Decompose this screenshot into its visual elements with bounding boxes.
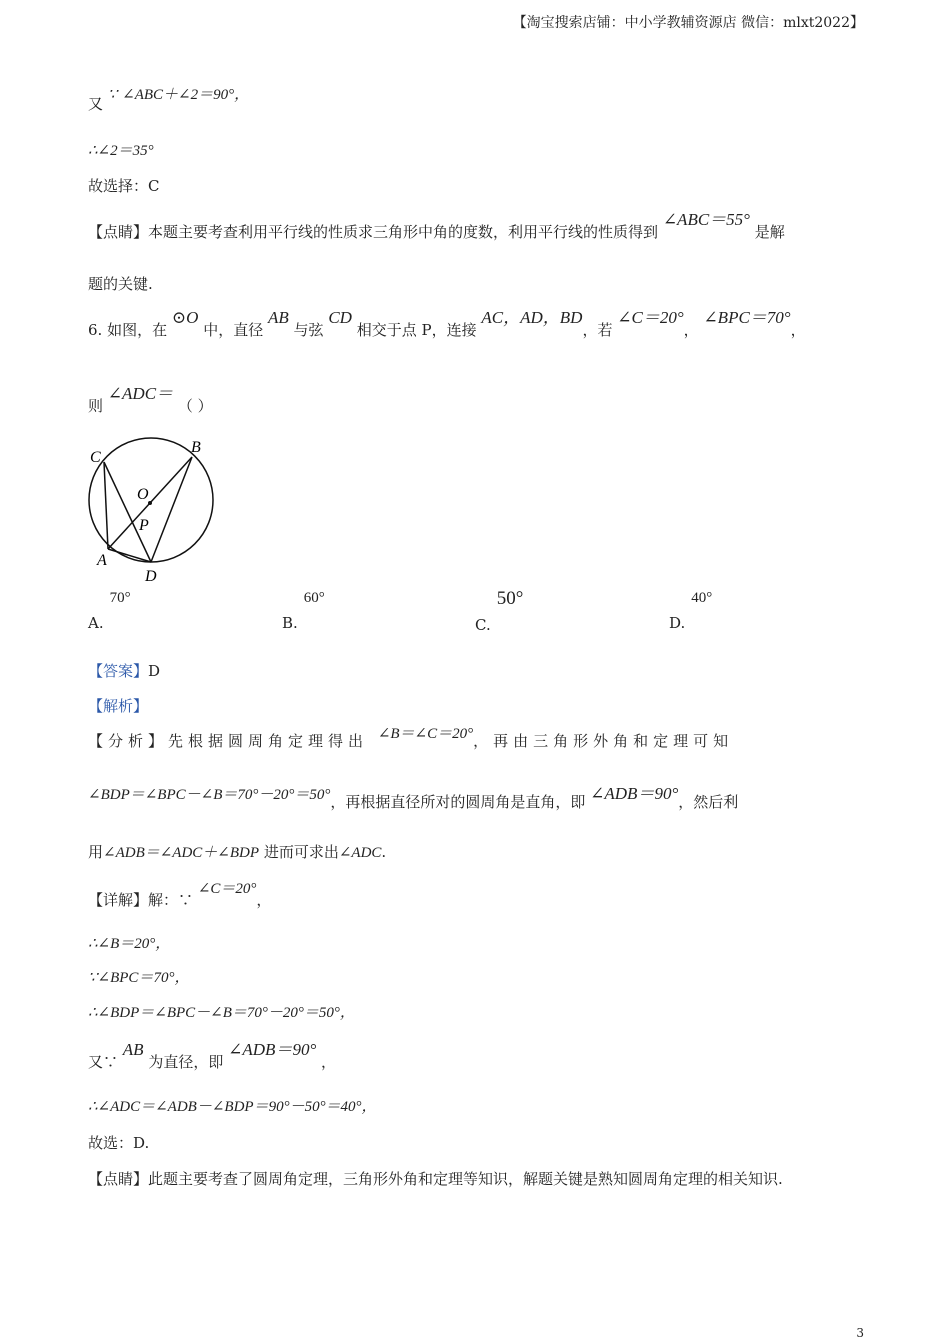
q6-ze: 则 [88,397,104,415]
prev-line-1 [88,84,250,113]
step-4b: 为直径，即 [148,1053,224,1071]
diameter-ab: AB [267,308,289,327]
fenxi-6: 进而可求出 [263,843,339,861]
because-symbol: ∵ [107,87,118,103]
prev-dianjing [88,210,785,242]
fenxi-line-3 [88,842,386,863]
therefore-line [88,140,154,161]
label-d: D [145,568,157,585]
center-point [148,501,152,505]
q6-t5: ，若 [582,321,613,339]
xiangjie-m1: ∠C＝20° [197,881,257,897]
segment-ad [108,549,151,562]
option-c-letter: C. [475,616,491,634]
option-d[interactable] [669,590,713,632]
step-5: ∴∠ADC＝∠ADB－∠BDP＝90°－50°＝40°， [88,1099,377,1115]
step-4c: ， [321,1053,337,1071]
option-b[interactable] [282,590,325,632]
step-4-math: ∠ADB＝90° [228,1040,317,1059]
step-2: ∵∠BPC＝70°， [88,970,190,986]
option-b-letter: B. [282,614,298,632]
fenxi-4: ，然后利 [678,793,739,811]
q6-t2: 中，直径 [203,321,264,339]
step-4 [88,1040,337,1072]
angle-sum-eq: ∠ABC＋∠2＝90°， [122,87,250,103]
therefore-eq: ∴∠2＝35° [88,143,154,159]
label-c: C [90,449,101,466]
option-c-value: 50° [496,588,524,609]
segment-bd [151,457,192,562]
step-4a: 又∵ [88,1053,119,1071]
fenxi-line-2 [88,784,739,813]
option-a-letter: A. [88,614,104,632]
chord-cd: CD [328,308,352,327]
prev-dianjing-end: 是解 [754,223,785,241]
option-d-value: 40° [691,590,713,606]
circle-figure [84,436,224,586]
final-dianjing [88,1169,783,1189]
xiangjie-line [88,881,272,911]
option-a[interactable] [88,590,131,632]
q6-t1: 6. 如图，在 [88,321,168,339]
segment-ac [104,462,108,549]
xiangjie-1: 解：∵ [148,891,194,909]
q6-t4: 相交于点 P，连接 [356,321,477,339]
page-number: 3 [856,1326,864,1340]
fenxi-m4: ∠ADB＝∠ADC＋∠BDP [103,845,260,861]
condition-bpc: ∠BPC＝70° [703,308,791,327]
xiangjie-tag: 【详解】 [88,891,149,909]
step-3: ∴∠BDP＝∠BPC－∠B＝70°－20°＝50°， [88,1005,355,1021]
q6-t3: 与弦 [293,321,324,339]
xiangjie-comma: ， [256,891,272,909]
you-text: 又 [88,95,104,113]
page-header: 【淘宝搜索店铺：中小学教辅资源店 微信：mlxt2022】 [512,15,864,31]
option-c[interactable] [475,588,524,634]
label-a: A [97,552,107,569]
fenxi-7: . [381,843,387,861]
step-1: ∴∠B＝20°， [88,936,171,952]
label-p: P [139,517,149,534]
fenxi-m2: ∠BDP＝∠BPC－∠B＝70°－20°＝50° [88,787,331,803]
prev-dianjing-text: 本题主要考查利用平行线的性质求三角形中角的度数，利用平行线的性质得到 [148,223,659,241]
fenxi-m1: ∠B＝∠C＝20° [377,726,474,742]
fenxi-m5: ∠ADC [338,845,382,861]
condition-c: ∠C＝20° [617,308,684,327]
fenxi-3: ，再根据直径所对的圆周角是直角，即 [330,793,586,811]
question-6-stem [88,308,806,340]
option-b-value: 60° [303,590,325,606]
q6-comma2: ， [790,321,806,339]
answer-tag: 【答案】 [88,662,149,680]
fenxi-tag: 【分析】 [88,732,169,750]
fenxi-2: ，再由三角形外角和定理可知 [473,732,734,750]
final-dianjing-tag: 【点睛】 [88,1170,149,1188]
step-4-ab: AB [122,1040,144,1059]
q6-comma: ， [683,321,699,339]
prev-choice: 故选择：C [88,177,160,195]
ask-adc: ∠ADC＝ [107,384,174,403]
fenxi-1: 先根据圆周角定理得出 [168,732,369,750]
segments: AC，AD，BD [481,308,583,327]
fenxi-m3: ∠ADB＝90° [590,784,679,803]
circle-o: ⊙O [171,308,199,327]
option-a-value: 70° [109,590,131,606]
step-6: 故选：D. [88,1134,150,1152]
prev-dianjing-line2: 题的关键. [88,275,153,293]
option-d-letter: D. [669,614,686,632]
answer-paren: （ ） [177,397,213,415]
question-6-ask [88,384,213,416]
final-dianjing-text: 此题主要考查了圆周角定理，三角形外角和定理等知识，解题关键是熟知圆周角定理的相关知识. [148,1170,783,1188]
label-b: B [191,439,201,456]
answer-line [88,661,160,681]
label-o: O [137,486,149,503]
prev-dianjing-tag: 【点睛】 [88,223,149,241]
answer-value: D [148,662,161,680]
prev-dianjing-math: ∠ABC＝55° [662,210,750,229]
fenxi-5: 用 [88,843,104,861]
fenxi-line-1 [88,726,734,752]
jiexi-tag: 【解析】 [88,697,149,715]
